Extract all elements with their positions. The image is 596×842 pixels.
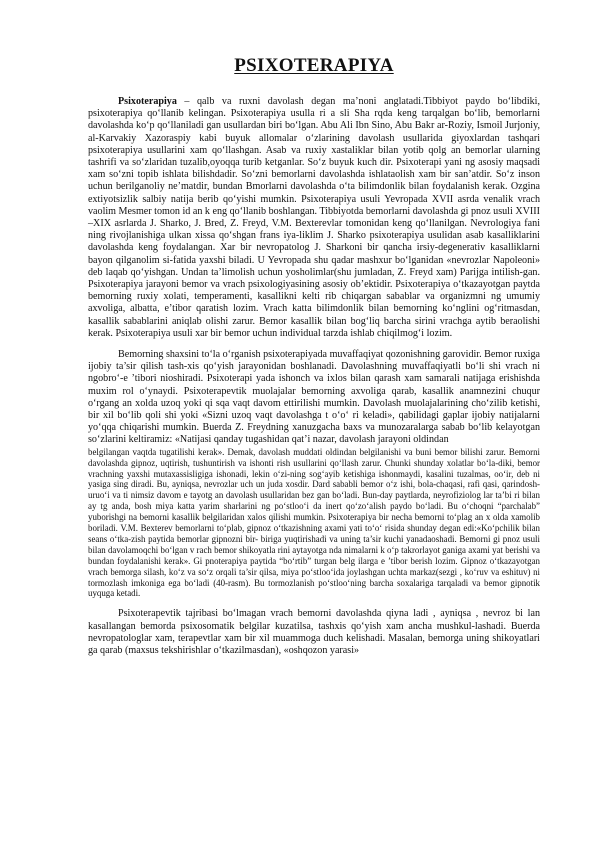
paragraph-hypnosis: belgilangan vaqtda tugatilishi kerak». Demak, davolash muddati oldindan belgilanishi va buni bemor bilishi zarur. Bemorni davolashda gipnoz, uqtirish, tushuntirish va ishonti rish usullarini qo‘llash zarur. Chunki shunday xolatlar bo‘la-diki, bemor vrachning yaxshi mutaxassisligiga ishonadi, lekin o‘zi-ning sog‘ayib ketishiga ishonmaydi, kasalini tuzalmas, oo‘ir, deb ni yasiga sing diradi. Bu, ayniqsa, nevrozlar uch un juda xosdir. Dard sababli bemor o‘z ishi, bola-chaqasi, rafi qasi, qarindosh- uruo‘i va ti nimsiz davom e tayotg an davolash usullaridan bez gan bo‘ladi. Bun-day paytlarda, neyrofiziolog lar ta’bi ri bilan ay tg anda, bosh miya katta yarim sharlarini ng po‘stloo‘i da inert qo‘zo‘alish paydo bo‘ladi. Bu o‘choqni “parchalab” yuborishgi na bemorni kasallik belgilaridan xalos qilishi mumkin. Psixoterapiya bir necha bemorni to‘plag an x olda xamolib boriladi. V.M. Bexterev bemorlarni to‘plab, gipnoz o‘tkazishning axami yati to‘o‘ risida shunday degan edi:«Ko‘pchilik bilan seans o‘tka-zish paytida bemorlar gipnozni bir- biriga yuqtirishadi va uning ta’sir kuchi yanadaoshadi. Bemorni gi pnoz usuli bilan davolamoqchi bo‘lgan v rach bemor shikoyatla rini aytayotga nda nimalarni k o‘p takrorlayot ganiga axami yat berishi va bundan foydalanishi kerak». Gi pnoterapiya paytida “bo‘rtib” turgan belg ilarga e ’tibor berish lozim. Gipnoz o‘tkazayotgan vrach bemorga silash, ko‘z va so‘z orqali ta’sir qilsa, miya po‘stloo‘ida joylashgan uchta markaz(sezgi , ko‘ruv va eshituv) ni tormozlash imkoniga ega bo‘ladi (40-rasm). Bu tormozlanish po‘stloo‘ning barcha soxalariga tarqaladi va bemor gipnotik uyquga ketadi. [88, 446, 540, 599]
term-psixoterapiya: Psixoterapiya [118, 96, 177, 107]
paragraph-intro-text: – qalb va ruxni davolash degan ma’noni anglatadi.Tibbiyot paydo bo‘libdiki, psixoterapiya qo‘llanib kelingan. Psixoterapiya usulla ri a sli Sha rqda keng tarqalgan bo‘lib, bemorlarni davolashda ko‘p qo‘llaniladi gan usullardan biri bo‘lgan. Abu Ali Ibn Sino, Abu Bakr ar-Roziy, Ismoil Jurjoniy, al-Karvakiy Xazoraspiy kabi buyuk allomalar o‘zlarining davolash usullarida giyoxlardan tashqari psixoterapiya usullarini xam qo‘llashgan. Asab va ruxiy xastaliklar bilan yotib qolg an bemorlar ularning tashrifi va so‘zlaridan tuzalib,oyoqqa turib ketganlar. So‘z buyuk kuch dir. Psixoterapi yani ng asosiy maqsadi xam so‘zni topib ishlata bilishdadir. So‘zni bemorlarni davolashda ishlataolish xam bir san’atdir. So‘z inson uchun berilganoliy ne’matdir, bundan Bmorlarni davolashda o‘ta bilimdonlik bilan foydalanish kerak. Ozgina extiyotsizlik salbiy natija berib qo‘yishi mumkin. Psixoterapiya usuli Yevropada XVII asrda venalik vrach vaolim Mesmer tomon id an k eng qo‘llanib boshlangan. Tibbiyotda bemorlarni davolashda gi pnoz usuli XVIII –XIX asrlarda J. Sharko, J. Bred, Z. Freyd, V.M. Bexterevlar tomonidan keng qo‘llanilgan. Nevrologiya fani ning rivojlanishiga ulkan xissa qo‘shgan frans iya-liklim J. Sharko psixoterapiya usulidan asab kasalliklarini davolashda keng foydalangan. Xar bir nevropatolog J. Sharkoni bir qancha irsiy-degenerativ kasalliklarni bayon qilganolim si-fatida yaxshi biladi. U Yevropada shu qadar mashxur bo‘lganidan «nevrozlar Napoleoni» deb laqab qo‘yishgan. Undan ta’limolish uchun yosholimlar(shu jumladan, Z. Freyd xam) Parijga intilish-gan. Psixoterapiya jarayoni bemor va vrach psixologiyasining asosiy ob’ektidir. Psixoterapiya o‘tkazayotgan paytda bemorning ruxiy xolati, temperamenti, kasallikni kelti rib chiqargan sabablar va organizmni ng umumiy axvoliga, albatta, e’tibor qaratish lozim. Vrach katta bilimdonlik bilan bemorning ko‘nglini og‘ritmasdan, kasallik sabablarini aniqlab olishi zarur. Bemor kasallik bilan bog‘liq barcha sirini vrachga aytib beraolishi kerak. Psixoterapiya usuli xar bir bemor uchun individual tarzda ishlab chiqilmog‘i lozim. [88, 96, 540, 339]
document-title: PSIXOTERAPIYA [234, 55, 394, 76]
paragraph-experience: Psixoterapevtik tajribasi bo‘lmagan vrach bemorni davolashda qiyna ladi , ayniqsa , nevroz bi lan kasallangan bemorda psixosomatik belgilar kuzatilsa, tashxis qo‘yish xam ancha mushkul-lashadi. Buerda nevropatologlar xam, terapevtlar xam bir xil muammoga duch kelishadi. Masalan, bemorga uning shikoyatlari ga qarab (maxsus tekshirishlar o‘tkazilmasdan), «oshqozon yarasi» [88, 608, 540, 656]
paragraph-intro [88, 96, 540, 340]
paragraph-patient-personality: Bemorning shaxsini to‘la o‘rganish psixoterapiyada muvaffaqiyat qozonishning garovidir. Bemor ruxiga ijobiy ta’sir qilish tash-xis qo‘yish jarayonidan boshlanadi. Davolashning muvaffaqiyatli bo‘li shi vrach ni ngobro‘-e ’tibori nioshiradi. Psixoterapi yada ishonch va ixlos bilan qarash xam samarali natijaga erishishda muxim rol o‘ynaydi. Psixoterapevtik muolajalar bemorning axvoliga qarab, kasallik anamnezini chuqur o‘rgang an xolda uzoq yoki qi sqa vaqt davom ettirilishi mumkin. Davolash muolajalarining cho‘zilib ketishi, bir xil bo‘lib qoli shi yoki «Sizni uzoq vaqt davolashga t o‘o‘ ri keladi», qabilidagi gaplar ijobiy natijalarni yo‘qqa chiqarishi mumkin. Buerda Z. Freydning xanuzgacha baxs va munozaralarga sabab bo‘lib kelayotgan so‘zlarini keltiramiz: «Natijasi qanday tugashidan qat’i nazar, davolash jarayoni oldindan [88, 349, 540, 446]
